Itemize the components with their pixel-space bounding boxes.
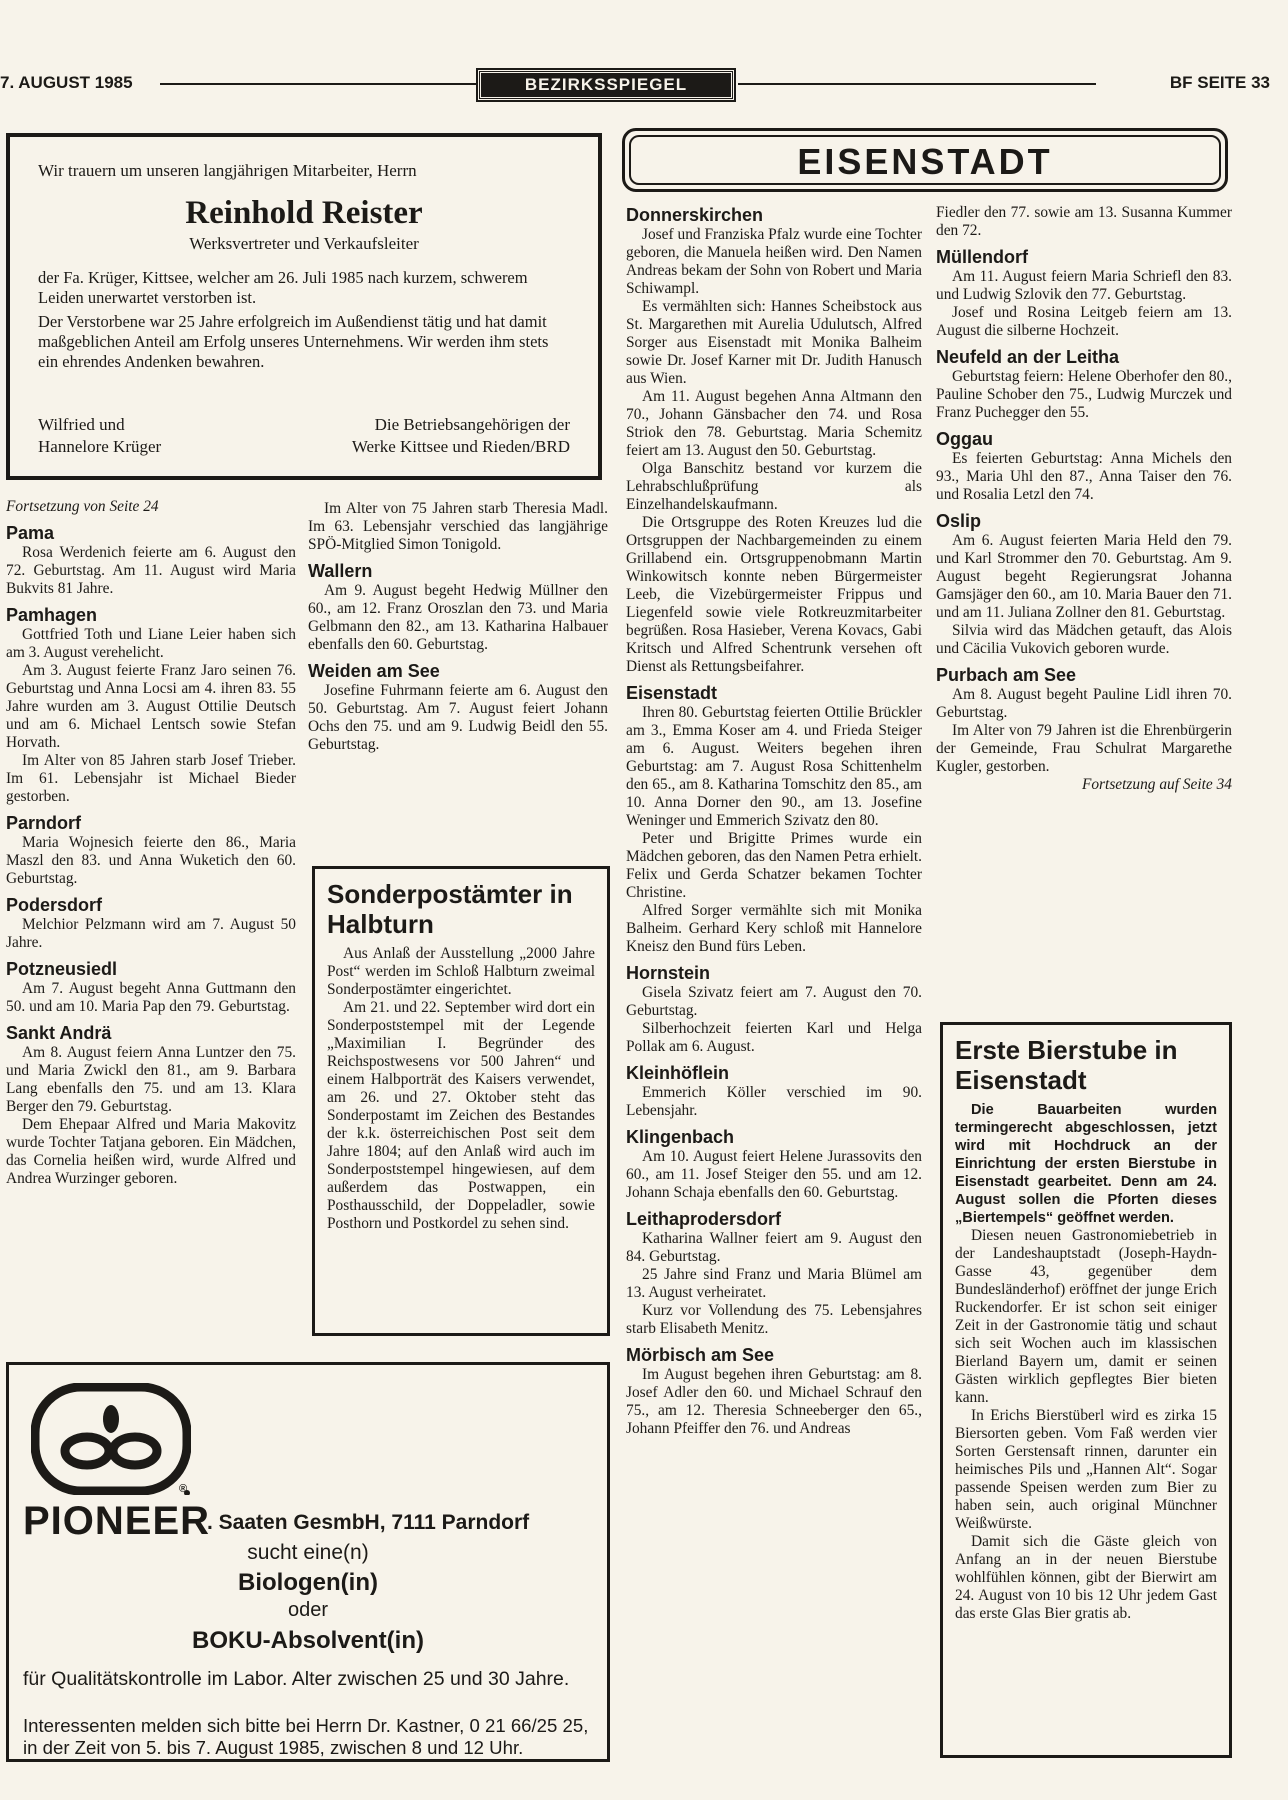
signature-left-line-2: Hannelore Krüger bbox=[38, 437, 162, 456]
obituary-box bbox=[6, 133, 602, 480]
article-text: Die Ortsgruppe des Roten Kreuzes lud die Ortsgruppen der Nachbargemeinden zu einem Grillabend ein. Ortsgruppenobmann Martin Winkowitsch konnte neben Bürgermeister Leeb, die Vizebürgermeister Frippus und Liegenfeld sowie viele Rotkreuzmitarbeiter begrüßen. Rosa Hasieber, Verena Kovacs, Gabi Kritsch und Alfred Schentrunk versehen oft Dienst als Rettungsbeifahrer. bbox=[626, 514, 922, 675]
article-text: Olga Banschitz bestand vor kurzem die Lehrabschlußprüfung als Einzelhandelskaufmann. bbox=[626, 460, 922, 513]
ad-requirements: für Qualitätskontrolle im Labor. Alter zwischen 25 und 30 Jahre. bbox=[23, 1668, 570, 1690]
article-text: Ihren 80. Geburtstag feierten Ottilie Brückler am 3., Emma Koser am 4. und Frieda Steiger am 6. August. Weiters begehen ihren Geburtstag: am 7. August Rosa Schittenhelm den 65., am 8. Katharina Tomschitz den 85., am 10. Anna Dorner den 90., am 13. Josefine Weninger und Emmerich Szivatz den 80. bbox=[626, 704, 922, 829]
heading-pama: Pama bbox=[6, 523, 55, 543]
heading-parndorf: Parndorf bbox=[6, 813, 82, 833]
beer-hall-title: Erste Bierstube in Eisenstadt bbox=[955, 1035, 1178, 1095]
pioneer-brand: PIONEER bbox=[23, 1499, 211, 1543]
heading-sankt-andrae: Sankt Andrä bbox=[6, 1023, 112, 1043]
article-text: Gisela Szivatz feiert am 7. August den 70. Geburtstag. bbox=[626, 984, 922, 1019]
post-office-text-1: Aus Anlaß der Ausstellung „2000 Jahre Post“ werden im Schloß Halbturn zweimal Sonderpostämter eingerichtet. bbox=[327, 945, 595, 998]
article-text: Katharina Wallner feiert am 9. August den 84. Geburtstag. bbox=[626, 1230, 922, 1265]
ad-contact: Interessenten melden sich bitte bei Herrn Dr. Kastner, 0 21 66/25 25, in der Zeit von 5. bis 7. August 1985, zwischen 8 und 12 Uhr. bbox=[23, 1715, 589, 1758]
heading-hornstein: Hornstein bbox=[626, 963, 711, 983]
pioneer-job-ad bbox=[6, 1362, 610, 1762]
header-rule-left bbox=[160, 83, 478, 85]
heading-eisenstadt: Eisenstadt bbox=[626, 683, 718, 703]
heading-purbach-am-see: Purbach am See bbox=[936, 665, 1077, 685]
article-text: Rosa Werdenich feierte am 6. August den 72. Geburtstag. Am 11. August wird Maria Bukvits 81 Jahre. bbox=[6, 544, 296, 597]
beer-hall-box bbox=[940, 1022, 1232, 1758]
article-text: Am 8. August begeht Pauline Lidl ihren 70. Geburtstag. bbox=[936, 686, 1232, 721]
article-text: Peter und Brigitte Primes wurde ein Mädchen geboren, das den Namen Petra erhielt. Felix und Gerda Schatzer bekamen Tochter Christine. bbox=[626, 830, 922, 901]
beer-hall-lead: Die Bauarbeiten wurden termingerecht abgeschlossen, jetzt wird mit Hochdruck an der Einrichtung der ersten Bierstube in Eisenstadt gearbeitet. Denn am 24. August sollen die Pforten dieses „Biertempels“ geöffnet werden. bbox=[955, 1102, 1217, 1226]
header-rule-right bbox=[738, 83, 1096, 85]
heading-podersdorf: Podersdorf bbox=[6, 895, 103, 915]
post-office-title: Sonderpostämter in Halbturn bbox=[327, 879, 573, 939]
ad-company: . Saaten GesmbH, 7111 Parndorf bbox=[207, 1511, 530, 1534]
article-text: Am 11. August begehen Anna Altmann den 70., Johann Gänsbacher den 74. und Rosa Striok den 78. Geburtstag. Maria Schemitz feiert am 13. August den 50. Geburtstag. bbox=[626, 388, 922, 459]
heading-oslip: Oslip bbox=[936, 511, 982, 531]
article-text: Melchior Pelzmann wird am 7. August 50 Jahre. bbox=[6, 916, 296, 951]
article-text: Maria Wojnesich feierte den 86., Maria Maszl den 83. und Anna Wuketich den 60. Geburtstag. bbox=[6, 834, 296, 887]
page-number: BF SEITE 33 bbox=[1169, 73, 1270, 92]
section-badge: BEZIRKSSPIEGEL bbox=[478, 70, 734, 100]
heading-neufeld-an-der-leitha: Neufeld an der Leitha bbox=[936, 347, 1120, 367]
heading-donnerskirchen: Donnerskirchen bbox=[626, 205, 764, 225]
ad-or: oder bbox=[287, 1599, 329, 1621]
article-text: Am 11. August feiern Maria Schriefl den 83. und Ludwig Szlovik den 77. Geburtstag. bbox=[936, 268, 1232, 303]
heading-muellendorf: Müllendorf bbox=[936, 247, 1028, 267]
article-text: Silberhochzeit feierten Karl und Helga Pollak am 6. August. bbox=[626, 1020, 922, 1055]
heading-wallern: Wallern bbox=[308, 561, 373, 581]
article-text: Am 7. August begeht Anna Guttmann den 50. und am 10. Maria Pap den 79. Geburtstag. bbox=[6, 980, 296, 1015]
obituary-name: Reinhold Reister bbox=[185, 195, 423, 231]
eisenstadt-title: EISENSTADT bbox=[629, 135, 1221, 185]
eisenstadt-title-box bbox=[622, 128, 1228, 192]
ad-position-2: BOKU-Absolvent(in) bbox=[192, 1627, 424, 1654]
obituary-signature-right bbox=[352, 414, 570, 458]
article-text: Im Alter von 75 Jahren starb Theresia Madl. Im 63. Lebensjahr verschied das langjährige SPÖ-Mitglied Simon Tonigold. bbox=[308, 500, 608, 553]
column-d bbox=[936, 204, 1232, 794]
signature-right-line-2: Werke Kittsee und Rieden/BRD bbox=[351, 437, 570, 456]
beer-hall-text-3: Damit sich die Gäste gleich von Anfang an in der neuen Bierstube wohlfühlen können, gibt der Bierwirt am 24. August von 10 bis 12 Uhr jedem Gast das erste Glas Bier gratis ab. bbox=[955, 1533, 1217, 1622]
article-text: Am 3. August feierte Franz Jaro seinen 76. Geburtstag und Anna Locsi am 4. ihren 83. 55 Jahre wurden am 3. August Ottilie Deutsch und am 6. Michael Lentsch sowie Stefan Horvath. bbox=[6, 662, 296, 751]
heading-potzneusiedl: Potzneusiedl bbox=[6, 959, 118, 979]
article-text: Es feierten Geburtstag: Anna Michels den 93., Maria Uhl den 87., Anna Taiser den 76. und Rosalia Letzl den 74. bbox=[936, 450, 1232, 503]
heading-oggau: Oggau bbox=[936, 429, 993, 449]
heading-weiden-am-see: Weiden am See bbox=[308, 661, 440, 681]
article-text: Im Alter von 85 Jahren starb Josef Trieber. Im 61. Lebensjahr ist Michael Bieder gestorben. bbox=[6, 752, 296, 805]
article-text: Geburtstag feiern: Helene Oberhofer den 80., Pauline Schober den 75., Ludwig Murczek und Franz Puchegger den 55. bbox=[936, 368, 1232, 421]
obituary-role: Werksvertreter und Verkaufsleiter bbox=[189, 234, 419, 253]
registered-mark: ® bbox=[179, 1483, 188, 1495]
pioneer-logo-icon bbox=[31, 1383, 191, 1495]
article-text: Alfred Sorger vermählte sich mit Monika Balheim. Gerhard Kery schloß mit Hannelore Kneisz den Bund fürs Leben. bbox=[626, 902, 922, 955]
article-text: Emmerich Köller verschied im 90. Lebensjahr. bbox=[626, 1084, 922, 1119]
heading-leithaprodersdorf: Leithaprodersdorf bbox=[626, 1209, 782, 1229]
obituary-text-2: Der Verstorbene war 25 Jahre erfolgreich im Außendienst tätig und hat damit maßgeblichen Anteil am Erfolg unseres Unternehmens. Wir werden ihm stets ein ehrendes Andenken bewahren. bbox=[38, 312, 549, 371]
ad-seeks: sucht eine(n) bbox=[247, 1541, 369, 1564]
beer-hall-text-1: Diesen neuen Gastronomiebetrieb in der Landeshauptstadt (Joseph-Haydn-Gasse 43, gegenüber dem Bundesländerhof) eröffnet der junge Erich Ruckendorfer. Er ist schon seit einiger Zeit in der Gastronomie tätig und schaut sich seit Wochen auch im klassischen Bierland Bayern um, damit er seinen Gästen wirklich gepflegtes Bier bieten kann. bbox=[955, 1227, 1217, 1406]
heading-kleinhoeflein: Kleinhöflein bbox=[626, 1063, 729, 1083]
column-a bbox=[6, 498, 296, 1188]
obituary-intro: Wir trauern um unseren langjährigen Mitarbeiter, Herrn bbox=[38, 161, 417, 180]
column-c bbox=[626, 204, 922, 1438]
article-text: Fiedler den 77. sowie am 13. Susanna Kummer den 72. bbox=[936, 204, 1232, 239]
article-text: Am 10. August feiert Helene Jurassovits den 60., am 11. Josef Steiger den 55. und am 12. Johann Schaja ebenfalls den 60. Geburtstag. bbox=[626, 1148, 922, 1201]
signature-left-line-1: Wilfried und bbox=[38, 415, 125, 434]
article-text: Josef und Franziska Pfalz wurde eine Tochter geboren, die Manuela heißen wird. Den Namen Andreas bekam der Sohn von Robert und Maria Schiwampl. bbox=[626, 226, 922, 297]
post-office-text-2: Am 21. und 22. September wird dort ein Sonderpoststempel mit der Legende „Maximilian I. Begründer des Reichspostwesens vor 500 Jahren“ und einem Halbporträt des Kaisers verwendet, am 26. und 27. Oktober steht das Sonderpostamt im Zeichen des Bestandes der k.k. österreichischen Post seit dem Jahre 1804; auf den Anlaß wird auch im Sonderpoststempel hingewiesen, auf dem außerdem das Postwappen, ein Posthausschild, der Doppeladler, sowie Posthorn und Postkordel zu sehen sind. bbox=[327, 999, 595, 1232]
article-text: Am 8. August feiern Anna Luntzer den 75. und Maria Zwickl den 81., am 9. Barbara Lang ebenfalls den 75. und am 13. Klara Berger den 79. Geburtstag. bbox=[6, 1044, 296, 1115]
continued-on: Fortsetzung auf Seite 34 bbox=[1081, 776, 1232, 793]
article-text: Kurz vor Vollendung des 75. Lebensjahres starb Elisabeth Menitz. bbox=[626, 1302, 922, 1337]
article-text: 25 Jahre sind Franz und Maria Blümel am 13. August verheiratet. bbox=[626, 1266, 922, 1301]
signature-right-line-1: Die Betriebsangehörigen der bbox=[374, 415, 570, 434]
obituary-text-1: der Fa. Krüger, Kittsee, welcher am 26. Juli 1985 nach kurzem, schwerem Leiden unerwartet verstorben ist. bbox=[38, 268, 528, 307]
header-date: 7. AUGUST 1985 bbox=[0, 73, 133, 92]
post-office-box bbox=[312, 866, 610, 1336]
article-text: Dem Ehepaar Alfred und Maria Makovitz wurde Tochter Tatjana geboren. Ein Mädchen, das Cornelia heißen wird, wurde Alfred und Andrea Wurzinger geboren. bbox=[6, 1116, 296, 1187]
obituary-signature-left bbox=[38, 414, 161, 458]
beer-hall-text-2: In Erichs Bierstüberl wird es zirka 15 Biersorten geben. Vom Faß werden vier Sorten Gerstensaft rinnen, darunter ein heimisches Pils und „Hannen Alt“. Sogar passende Speisen werden zum Bier zu haben sein, auch original Münchner Weißwürste. bbox=[955, 1407, 1217, 1532]
article-text: Es vermählten sich: Hannes Scheibstock aus St. Margarethen mit Aurelia Udulutsch, Alfred Sorger aus Eisenstadt mit Monika Balheim sowie Dr. Josef Karner mit Dr. Judith Hanusch aus Wien. bbox=[626, 298, 922, 387]
article-text: Am 9. August begeht Hedwig Müllner den 60., am 12. Franz Oroszlan den 73. und Maria Gelbmann den 82., am 13. Katharina Halbauer ebenfalls den 60. Geburtstag. bbox=[308, 582, 608, 653]
article-text: Gottfried Toth und Liane Leier haben sich am 3. August verehelicht. bbox=[6, 626, 296, 661]
heading-moerbisch-am-see: Mörbisch am See bbox=[626, 1345, 775, 1365]
heading-klingenbach: Klingenbach bbox=[626, 1127, 735, 1147]
article-text: Im August begehen ihren Geburtstag: am 8. Josef Adler den 60. und Michael Schrauf den 75., am 12. Theresia Schneeberger den 65., Johann Pfeiffer den 76. und Andreas bbox=[626, 1366, 922, 1437]
column-b bbox=[308, 500, 608, 754]
continued-from: Fortsetzung von Seite 24 bbox=[6, 498, 159, 515]
article-text: Silvia wird das Mädchen getauft, das Alois und Cäcilia Vukovich geboren wurde. bbox=[936, 622, 1232, 657]
article-text: Am 6. August feierten Maria Held den 79. und Karl Strommer den 70. Geburtstag. Am 9. August begeht Regierungsrat Johanna Gamsjäger den 60., am 10. Maria Bauer den 71. und am 11. Juliana Zollner den 81. Geburtstag. bbox=[936, 532, 1232, 621]
article-text: Josef und Rosina Leitgeb feiern am 13. August die silberne Hochzeit. bbox=[936, 304, 1232, 339]
article-text: Im Alter von 79 Jahren ist die Ehrenbürgerin der Gemeinde, Frau Schulrat Margarethe Kugler, gestorben. bbox=[936, 722, 1232, 775]
ad-position-1: Biologen(in) bbox=[238, 1569, 378, 1596]
article-text: Josefine Fuhrmann feierte am 6. August den 50. Geburtstag. Am 7. August feiert Johann Ochs den 75. und am 9. Ludwig Beidl den 55. Geburtstag. bbox=[308, 682, 608, 753]
heading-pamhagen: Pamhagen bbox=[6, 605, 98, 625]
